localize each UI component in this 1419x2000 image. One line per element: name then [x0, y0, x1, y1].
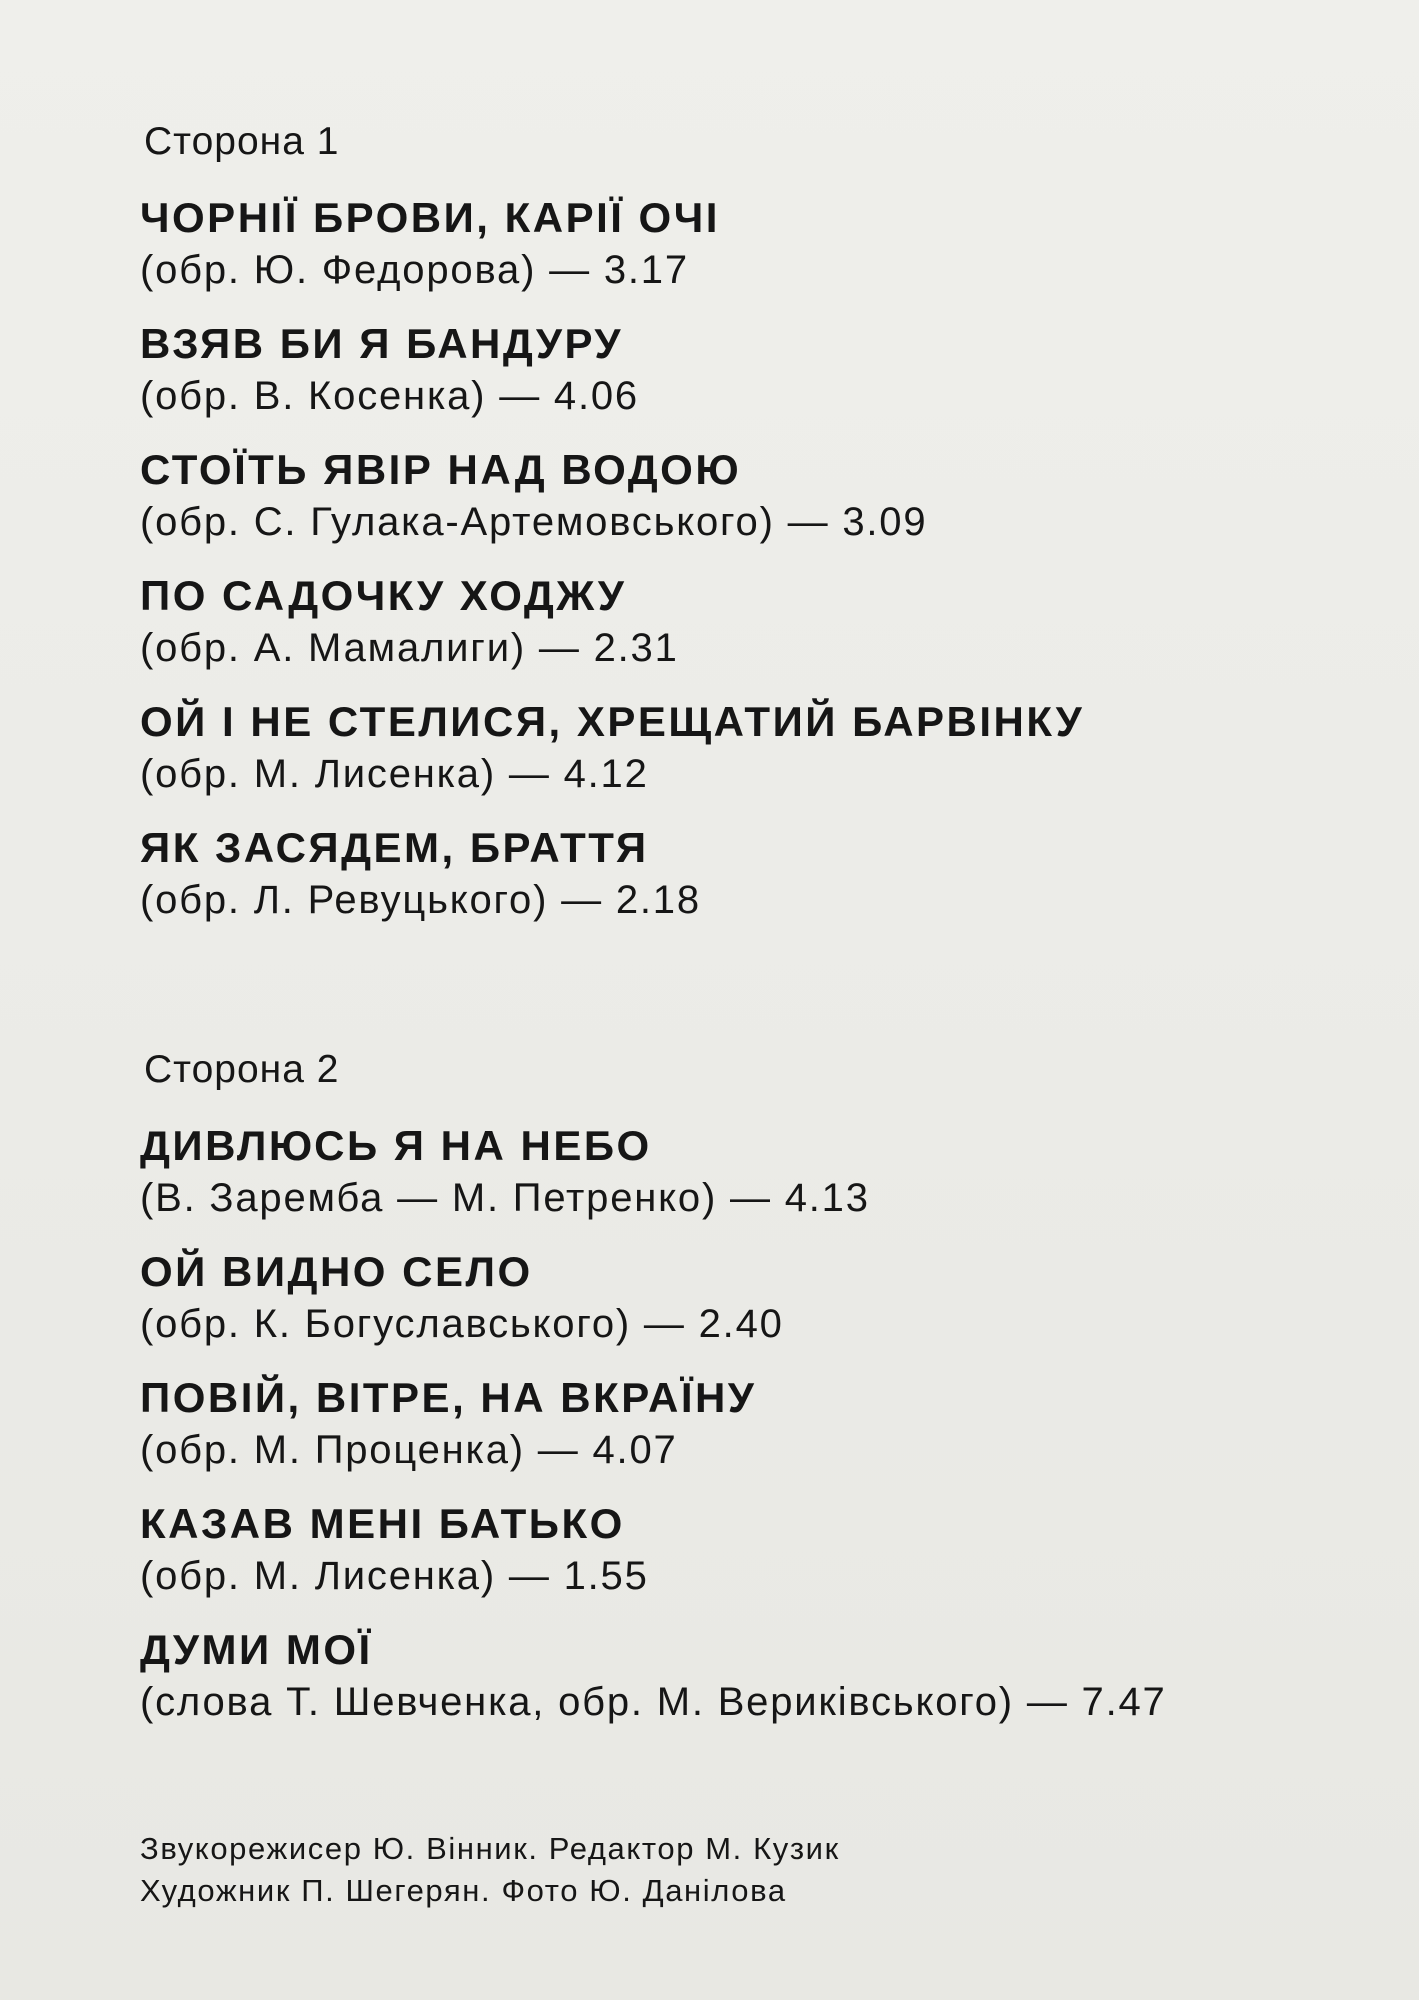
- track-title: ПО САДОЧКУ ХОДЖУ: [140, 572, 627, 619]
- side-1-heading: Сторона 1: [144, 120, 340, 163]
- side-1-section: [140, 120, 1360, 948]
- track-item: [140, 696, 1360, 800]
- track-credit: (В. Заремба — М. Петренко) — 4.13: [140, 1176, 870, 1220]
- track-item: [140, 570, 1360, 674]
- track-item: [140, 1246, 1360, 1350]
- track-item: [140, 822, 1360, 926]
- track-credit: (обр. М. Лисенка) — 4.12: [140, 752, 649, 796]
- track-item: [140, 318, 1360, 422]
- track-item: [140, 1120, 1360, 1224]
- track-title: СТОЇТЬ ЯВІР НАД ВОДОЮ: [140, 446, 742, 493]
- track-title: ДИВЛЮСЬ Я НА НЕБО: [140, 1122, 652, 1169]
- track-title: ЧОРНІЇ БРОВИ, КАРІЇ ОЧІ: [140, 194, 720, 241]
- track-credit: (обр. В. Косенка) — 4.06: [140, 374, 639, 418]
- credits-line-sound-editor: Звукорежисер Ю. Вінник. Редактор М. Кузик: [140, 1831, 840, 1866]
- track-item: [140, 192, 1360, 296]
- track-title: КАЗАВ МЕНІ БАТЬКО: [140, 1500, 625, 1547]
- track-credit: (обр. Ю. Федорова) — 3.17: [140, 248, 689, 292]
- track-item: [140, 1624, 1360, 1728]
- track-credit: (обр. А. Мамалиги) — 2.31: [140, 626, 679, 670]
- track-title: ДУМИ МОЇ: [140, 1626, 373, 1673]
- track-title: ПОВІЙ, ВІТРЕ, НА ВКРАЇНУ: [140, 1374, 757, 1421]
- track-item: [140, 444, 1360, 548]
- credits-line-artist-photo: Художник П. Шегерян. Фото Ю. Данілова: [140, 1873, 787, 1908]
- track-title: ОЙ ВИДНО СЕЛО: [140, 1248, 533, 1295]
- side-2-heading: Сторона 2: [144, 1048, 340, 1091]
- track-credit: (обр. К. Богуславського) — 2.40: [140, 1302, 784, 1346]
- track-credit: (обр. Л. Ревуцького) — 2.18: [140, 878, 701, 922]
- production-credits: [140, 1828, 840, 1912]
- track-credit: (обр. М. Проценка) — 4.07: [140, 1428, 678, 1472]
- track-title: ВЗЯВ БИ Я БАНДУРУ: [140, 320, 624, 367]
- track-item: [140, 1372, 1360, 1476]
- track-item: [140, 1498, 1360, 1602]
- track-credit: (обр. М. Лисенка) — 1.55: [140, 1554, 649, 1598]
- track-credit: (обр. С. Гулака-Артемовського) — 3.09: [140, 500, 928, 544]
- track-title: ОЙ І НЕ СТЕЛИСЯ, ХРЕЩАТИЙ БАРВІНКУ: [140, 698, 1085, 745]
- track-credit: (слова Т. Шевченка, обр. М. Вериківського) — 7.47: [140, 1680, 1167, 1724]
- track-title: ЯК ЗАСЯДЕМ, БРАТТЯ: [140, 824, 649, 871]
- side-2-section: [140, 1048, 1360, 1750]
